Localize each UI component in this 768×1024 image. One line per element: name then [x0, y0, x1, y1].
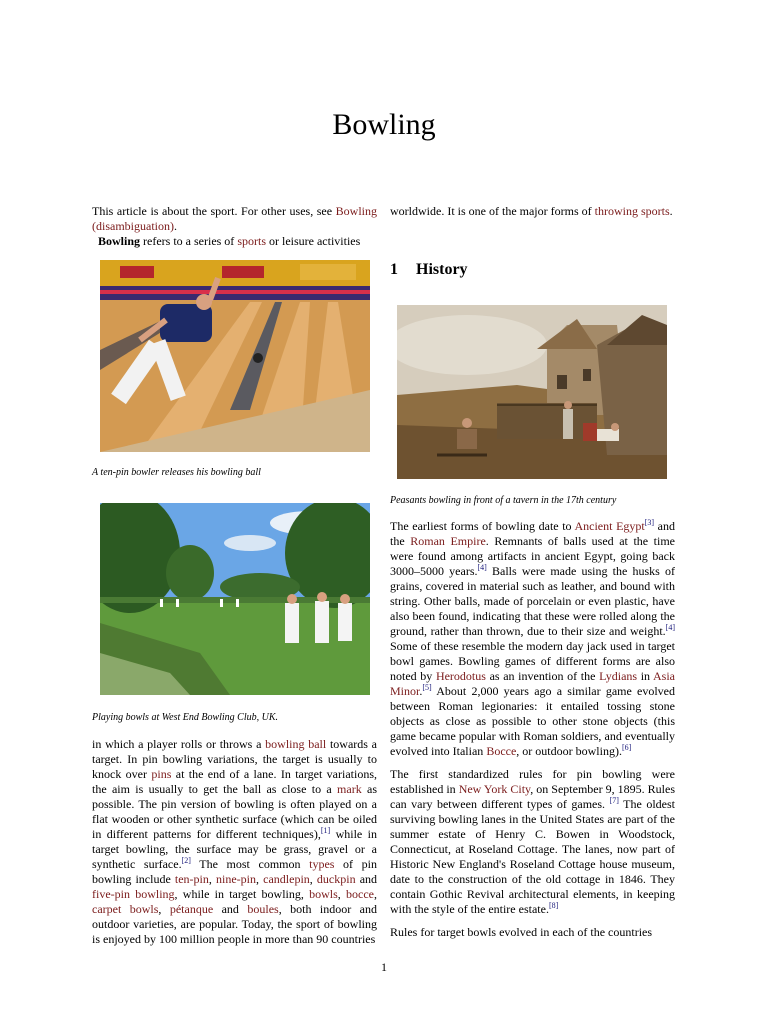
- link-mark[interactable]: mark: [337, 782, 362, 796]
- body-text: .: [419, 684, 423, 698]
- peasants-painting: [397, 305, 667, 479]
- body-text: ,: [374, 887, 377, 901]
- link-duckpin[interactable]: duckpin: [316, 872, 356, 886]
- caption-bowls: Playing bowls at West End Bowling Club, UK.: [92, 712, 279, 723]
- link-throwing-sports[interactable]: throwing sports: [594, 204, 670, 218]
- link-carpet-bowls[interactable]: carpet bowls: [92, 902, 159, 916]
- section-heading-history: [390, 261, 468, 279]
- body-text: The first standardized rules for pin bowling were established in: [390, 767, 675, 796]
- body-text: Rules for target bowls evolved in each of the countries: [390, 925, 653, 939]
- page-number: 1: [381, 960, 387, 974]
- reference-6[interactable]: [6]: [621, 743, 632, 752]
- link-bowling-ball[interactable]: bowling ball: [265, 737, 327, 751]
- body-text: ,: [337, 887, 347, 901]
- link-pins[interactable]: pins: [151, 767, 172, 781]
- right-top-paragraph: [390, 204, 675, 219]
- body-text: and the: [390, 519, 675, 548]
- body-text: towards a target. In pin bowling variations, the target is usually to knock over: [92, 737, 378, 781]
- history-paragraph-2: [390, 767, 675, 917]
- body-text: Some of these resemble the modern day jack used in target bowl games. Bowling games of different forms are also noted by: [390, 639, 675, 683]
- body-text: ,: [309, 872, 317, 886]
- intro-text: refers to a series of: [140, 234, 238, 248]
- link-bocce-history[interactable]: Bocce: [486, 744, 517, 758]
- link-candlepin[interactable]: candlepin: [263, 872, 310, 886]
- body-text: as possible. The pin version of bowling is often played on a flat wooden or other synthetic surface (which can be oiled in different patterns for different techniques),: [92, 782, 377, 841]
- reference-4[interactable]: [4]: [665, 623, 675, 632]
- body-text: , while in target bowling,: [174, 887, 310, 901]
- reference-8[interactable]: [8]: [548, 901, 559, 910]
- section-number: 1: [390, 261, 398, 278]
- body-text: ,: [208, 872, 217, 886]
- link-nine-pin[interactable]: nine-pin: [216, 872, 257, 886]
- link-types[interactable]: types: [309, 857, 335, 871]
- link-ancient-egypt[interactable]: Ancient Egypt: [574, 519, 645, 533]
- body-text: , or outdoor bowling).: [516, 744, 622, 758]
- page-title: Bowling: [332, 108, 436, 141]
- link-bowling-disambiguation[interactable]: Bowling (disambiguation): [92, 204, 377, 233]
- body-text: , both indoor and outdoor varieties, are popular. Today, the sport of bowling is enjoyed by 100 million people in more than 90 countries: [92, 902, 378, 946]
- intro-text: or leisure activities: [265, 234, 361, 248]
- body-text: The oldest surviving bowling lanes in the United States are part of the summer estate of Henry C. Bowen in Woodstock, Connecticut, at Roseland Cottage. The lanes, now part of Historic New England's Roseland Cottage house museum, date to the construction of the old cottage in 1846. They contain Gothic Revival architectural elements, in keeping with the style of the entire estate.: [390, 797, 676, 916]
- intro-bold-term: Bowling: [98, 234, 141, 248]
- body-text: , on September 9, 1895. Rules can vary between different types of games.: [390, 782, 675, 811]
- body-text: at the end of a lane. In target variations, the aim is usually to get the ball as close to a: [92, 767, 377, 796]
- right-top: [390, 204, 675, 219]
- history-body: [390, 519, 675, 940]
- history-paragraph-1: [390, 519, 675, 759]
- body-text: while in target bowling, the surface may be grass, gravel or a synthetic surface.: [92, 827, 377, 871]
- link-sports[interactable]: sports: [237, 234, 266, 248]
- body-text: in: [637, 669, 654, 683]
- intro-block: [92, 204, 377, 249]
- left-body: [92, 737, 377, 947]
- reference-5[interactable]: [5]: [422, 683, 432, 692]
- hatnote-text: This article is about the sport. For other uses, see: [92, 204, 336, 218]
- link-bowls[interactable]: bowls: [309, 887, 338, 901]
- link-roman-empire[interactable]: Roman Empire: [410, 534, 486, 548]
- reference-2[interactable]: [2]: [181, 856, 191, 865]
- body-text: as an invention of the: [485, 669, 600, 683]
- lawn-bowls-photo: [100, 503, 370, 695]
- caption-tenpin: A ten-pin bowler releases his bowling ball: [92, 467, 261, 478]
- body-text: The earliest forms of bowling date to: [390, 519, 575, 533]
- history-paragraph-3: [390, 925, 675, 940]
- link-five-pin-bowling[interactable]: five-pin bowling: [92, 887, 175, 901]
- body-text: and: [355, 872, 378, 886]
- link-new-york-city[interactable]: New York City: [458, 782, 531, 796]
- caption-peasants: Peasants bowling in front of a tavern in the 17th century: [390, 495, 617, 506]
- body-text: . Remnants of balls used at the time were found among artifacts in ancient Egypt, going back 3000–5000 years.: [390, 534, 675, 578]
- link-petanque[interactable]: pétanque: [169, 902, 214, 916]
- intro-paragraph: [92, 234, 377, 249]
- body-text: in which a player rolls or throws a: [92, 737, 266, 751]
- reference-4[interactable]: [4]: [477, 563, 487, 572]
- section-title: History: [416, 261, 468, 278]
- body-text: of pin bowling include: [92, 857, 377, 886]
- body-text: About 2,000 years ago a similar game evolved between Roman legionaries: it entailed tossing stone objects as close as possible to other stone objects (this game became popular with Roman soldiers, and eventually evolved into Italian: [390, 684, 675, 758]
- link-boules[interactable]: boules: [247, 902, 279, 916]
- body-text: .: [669, 204, 673, 218]
- reference-1[interactable]: [1]: [320, 826, 331, 835]
- link-lydians[interactable]: Lydians: [599, 669, 638, 683]
- link-bocce[interactable]: bocce: [346, 887, 374, 901]
- body-text: worldwide. It is one of the major forms of: [390, 204, 595, 218]
- reference-3[interactable]: [3]: [644, 518, 655, 527]
- link-ten-pin[interactable]: ten-pin: [174, 872, 209, 886]
- reference-7[interactable]: [7]: [609, 796, 619, 805]
- left-body-paragraph: [92, 737, 377, 947]
- body-text: and: [213, 902, 248, 916]
- body-text: Balls were made using the husks of grains, covered in material such as leather, and bound with string. Other balls, made of porcelain or even plastic, have also been found, indicating that these were rolled along the ground, rather than thrown, due to their size and weight.: [390, 564, 675, 638]
- hatnote: [92, 204, 377, 234]
- body-text: ,: [256, 872, 264, 886]
- hatnote-end: .: [173, 219, 177, 233]
- body-text: The most common: [190, 857, 310, 871]
- tenpin-bowler-photo: [100, 260, 370, 452]
- link-asia-minor[interactable]: Asia Minor: [390, 669, 676, 698]
- body-text: ,: [158, 902, 170, 916]
- link-herodotus[interactable]: Herodotus: [435, 669, 486, 683]
